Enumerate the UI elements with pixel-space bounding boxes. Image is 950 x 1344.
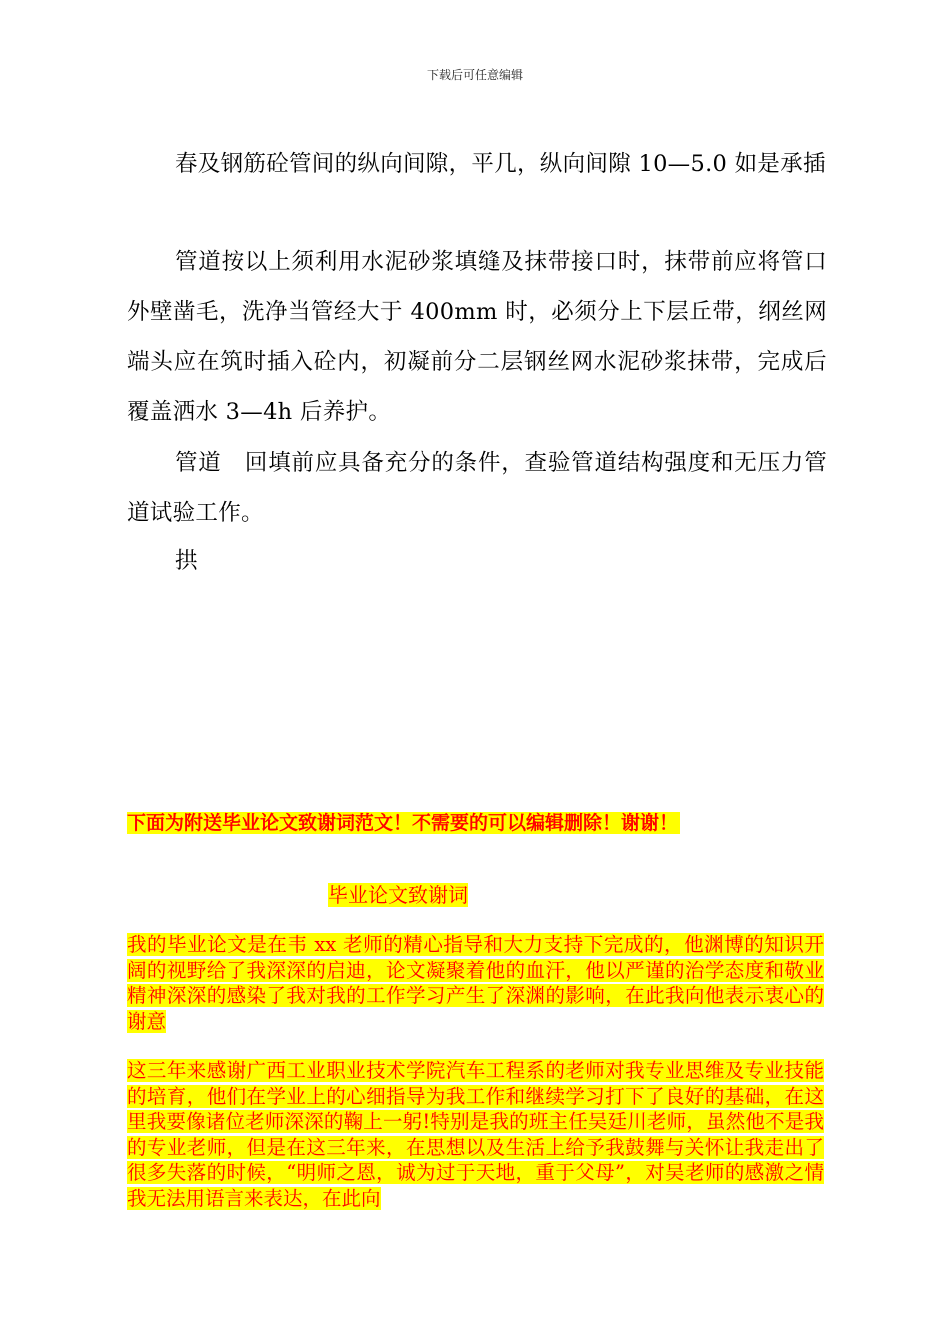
- body-paragraph-1: [127, 139, 827, 189]
- paragraph-text: 管道按以上须利用水泥砂浆填缝及抹带接口时，抹带前应将管口外壁凿毛，洗净当管经大于 400mm 时，必须分上下层丘带，纲丝网端头应在筑时插入砼内，初凝前分二层钢丝网水泥砂浆抹带，完成后覆盖洒水 3—4h 后养护。: [127, 249, 827, 425]
- ack-paragraph-text: 我的毕业论文是在韦 xx 老师的精心指导和大力支持下完成的，他渊博的知识开阔的视野给了我深深的启迪，论文凝聚着他的血汗，他以严谨的治学态度和敬业精神深深的感染了我对我的工作学习产生了深渊的影响，在此我向他表示衷心的谢意: [127, 933, 824, 1033]
- appendix-notice: [127, 810, 680, 836]
- body-paragraph-3: [127, 438, 827, 538]
- ack-paragraph-text: 这三年来感谢广西工业职业技术学院汽车工程系的老师对我专业思维及专业技能的培育，他们在学业上的心细指导为我工作和继续学习打下了良好的基础，在这里我要像诸位老师深深的鞠上一躬!特别是我的班主任吴廷川老师，虽然他不是我的专业老师，但是在这三年来，在思想以及生活上给予我鼓舞与关怀让我走出了很多失落的时候，“明师之恩，诚为过于天地，重于父母”，对吴老师的感激之情我无法用语言来表达，在此向: [127, 1059, 824, 1210]
- ack-title-text: 毕业论文致谢词: [328, 883, 468, 907]
- notice-text: 下面为附送毕业论文致谢词范文！不需要的可以编辑删除！谢谢！: [127, 812, 679, 834]
- paragraph-text: 管道 回填前应具备充分的条件，查验管道结构强度和无压力管道试验工作。: [127, 450, 827, 526]
- ack-paragraph-2: [127, 1058, 824, 1211]
- paragraph-text: 春及钢筋砼管间的纵向间隙，平几，纵向间隙 10—5.0 如是承插: [175, 151, 826, 177]
- ack-title: [328, 882, 468, 908]
- paragraph-text: 拱: [175, 548, 198, 574]
- ack-paragraph-1: [127, 932, 824, 1034]
- body-paragraph-2: [127, 237, 827, 437]
- body-paragraph-4: [127, 536, 827, 586]
- page-header: 下载后可任意编辑: [426, 68, 523, 82]
